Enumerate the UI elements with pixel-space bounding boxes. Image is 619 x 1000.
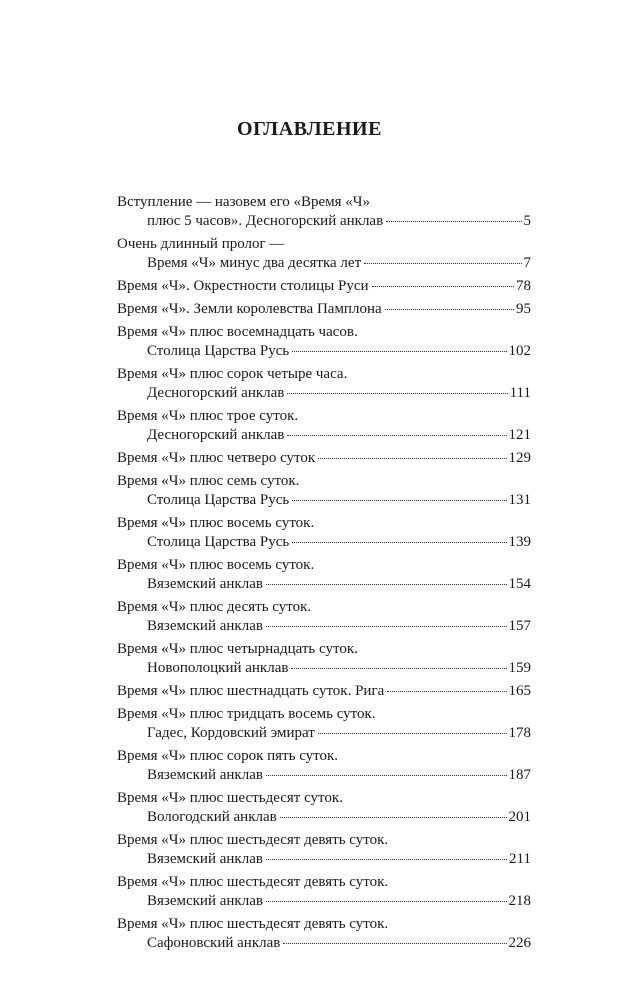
- toc-entry-text: Вяземский анклав: [147, 576, 263, 592]
- toc-entry-text: Столица Царства Русь: [147, 534, 290, 550]
- page-number: 187: [508, 767, 531, 783]
- toc-entry-title-line: [117, 193, 531, 212]
- dot-leader: [280, 817, 507, 818]
- toc-entry-title-line: [117, 323, 531, 342]
- toc-entry-text: Вяземский анклав: [147, 618, 263, 634]
- page-number: 157: [508, 618, 531, 634]
- toc-entry-text: Десногорский анклав: [147, 427, 285, 443]
- toc-entry: [117, 193, 531, 231]
- page-number: 131: [508, 492, 531, 508]
- page-title: ОГЛАВЛЕНИЕ: [237, 118, 382, 140]
- toc-entry-text: Вяземский анклав: [147, 767, 263, 783]
- toc-entry-text: Десногорский анклав: [147, 385, 285, 401]
- page-number: 165: [508, 683, 531, 699]
- toc-entry-title-line: [117, 365, 531, 384]
- toc-entry-continuation-line: [117, 766, 531, 785]
- toc-entry: [117, 789, 531, 827]
- toc-entry-title-line: [117, 873, 531, 892]
- toc-entry: [117, 277, 531, 296]
- toc-entry: [117, 365, 531, 403]
- toc-entry-text: Время «Ч» плюс восемь суток.: [117, 557, 315, 573]
- toc-entry-text: Время «Ч». Земли королевства Памплона: [117, 301, 382, 317]
- toc-entry-continuation-line: [117, 254, 531, 273]
- dot-leader: [292, 351, 506, 352]
- page-number: 102: [508, 343, 531, 359]
- dot-leader: [283, 943, 506, 944]
- dot-leader: [266, 626, 507, 627]
- toc-entry-continuation-line: [117, 850, 531, 869]
- toc-entry-text: Время «Ч» плюс десять суток.: [117, 599, 312, 615]
- toc-entry-text: Вологодский анклав: [147, 809, 277, 825]
- toc-entry-title-line: [117, 514, 531, 533]
- toc-entry-title-line: [117, 300, 531, 319]
- toc-entry-title-line: [117, 556, 531, 575]
- toc-entry-text: Время «Ч» плюс сорок пять суток.: [117, 748, 339, 764]
- toc-entry-title-line: [117, 831, 531, 850]
- toc-entry: [117, 472, 531, 510]
- page-number: 154: [508, 576, 531, 592]
- toc-entry-text: Вступление — назовем его «Время «Ч»: [117, 194, 371, 210]
- toc-entry-text: Время «Ч» плюс восемнадцать часов.: [117, 324, 358, 340]
- toc-entry-text: Время «Ч». Окрестности столицы Руси: [117, 278, 369, 294]
- toc-entry-continuation-line: [117, 575, 531, 594]
- dot-leader: [387, 691, 506, 692]
- toc-entry: [117, 640, 531, 678]
- toc-entry-continuation-line: [117, 617, 531, 636]
- dot-leader: [291, 668, 506, 669]
- toc-entry-title-line: [117, 789, 531, 808]
- toc-entry-continuation-line: [117, 808, 531, 827]
- dot-leader: [266, 859, 507, 860]
- toc-entry-continuation-line: [117, 212, 531, 231]
- toc-entry-continuation-line: [117, 384, 531, 403]
- toc-entry-text: Столица Царства Русь: [147, 492, 290, 508]
- toc-entry-text: Время «Ч» плюс шестьдесят девять суток.: [117, 874, 389, 890]
- toc-entry-title-line: [117, 640, 531, 659]
- dot-leader: [364, 263, 521, 264]
- toc-entry-title-line: [117, 598, 531, 617]
- toc-entry: [117, 300, 531, 319]
- toc-entry-text: Время «Ч» плюс шестьдесят девять суток.: [117, 916, 389, 932]
- toc-entry-text: Время «Ч» плюс семь суток.: [117, 473, 300, 489]
- dot-leader: [318, 733, 507, 734]
- toc-entry: [117, 235, 531, 273]
- toc-entry-text: Сафоновский анклав: [147, 935, 281, 951]
- toc-entry: [117, 915, 531, 953]
- toc-entry: [117, 873, 531, 911]
- page-number: 218: [508, 893, 531, 909]
- toc-entry-text: Время «Ч» плюс тридцать восемь суток.: [117, 706, 376, 722]
- toc-entry-text: Время «Ч» плюс сорок четыре часа.: [117, 366, 348, 382]
- toc-entry-title-line: [117, 682, 531, 701]
- page-number: 178: [508, 725, 531, 741]
- toc-entry-text: Время «Ч» плюс шестьдесят девять суток.: [117, 832, 389, 848]
- dot-leader: [292, 542, 506, 543]
- toc-entry-text: Время «Ч» плюс шестьдесят суток.: [117, 790, 343, 806]
- toc-entry-text: Время «Ч» плюс шестнадцать суток. Рига: [117, 683, 385, 699]
- toc-entry-text: Время «Ч» минус два десятка лет: [147, 255, 362, 271]
- toc-entry: [117, 449, 531, 468]
- dot-leader: [266, 901, 507, 902]
- page-number: 129: [508, 450, 531, 466]
- toc-entry-continuation-line: [117, 342, 531, 361]
- page-number: 78: [516, 278, 531, 294]
- page-number: 201: [508, 809, 531, 825]
- page-number: 159: [508, 660, 531, 676]
- toc-entry-continuation-line: [117, 659, 531, 678]
- toc-entry: [117, 407, 531, 445]
- toc-entry-continuation-line: [117, 491, 531, 510]
- toc-entry-text: Вяземский анклав: [147, 851, 263, 867]
- toc-entry-continuation-line: [117, 724, 531, 743]
- toc-entry-text: Вяземский анклав: [147, 893, 263, 909]
- dot-leader: [266, 775, 507, 776]
- toc-entry: [117, 323, 531, 361]
- toc-entry-title-line: [117, 235, 531, 254]
- table-of-contents: [117, 193, 531, 957]
- toc-entry: [117, 705, 531, 743]
- toc-entry-continuation-line: [117, 533, 531, 552]
- toc-entry-text: Столица Царства Русь: [147, 343, 290, 359]
- dot-leader: [385, 309, 514, 310]
- toc-entry-text: Время «Ч» плюс четырнадцать суток.: [117, 641, 358, 657]
- toc-entry: [117, 514, 531, 552]
- page-number: 7: [523, 255, 531, 271]
- toc-entry-continuation-line: [117, 892, 531, 911]
- toc-entry-title-line: [117, 449, 531, 468]
- toc-entry-title-line: [117, 407, 531, 426]
- dot-leader: [372, 286, 514, 287]
- dot-leader: [318, 458, 506, 459]
- page-number: 139: [508, 534, 531, 550]
- toc-entry-continuation-line: [117, 934, 531, 953]
- toc-entry-text: Очень длинный пролог —: [117, 236, 285, 252]
- toc-entry: [117, 747, 531, 785]
- page-number: 211: [509, 851, 531, 867]
- toc-entry-title-line: [117, 705, 531, 724]
- toc-entry-text: Время «Ч» плюс трое суток.: [117, 408, 299, 424]
- toc-entry: [117, 682, 531, 701]
- dot-leader: [292, 500, 506, 501]
- dot-leader: [266, 584, 507, 585]
- toc-entry: [117, 598, 531, 636]
- toc-entry-title-line: [117, 915, 531, 934]
- toc-entry-continuation-line: [117, 426, 531, 445]
- toc-entry-text: плюс 5 часов». Десногорский анклав: [147, 213, 384, 229]
- page-number: 121: [508, 427, 531, 443]
- toc-entry-title-line: [117, 277, 531, 296]
- dot-leader: [287, 435, 506, 436]
- toc-entry-text: Время «Ч» плюс четверо суток: [117, 450, 316, 466]
- toc-entry: [117, 556, 531, 594]
- toc-entry-title-line: [117, 747, 531, 766]
- toc-entry-title-line: [117, 472, 531, 491]
- dot-leader: [287, 393, 507, 394]
- toc-entry: [117, 831, 531, 869]
- toc-entry-text: Гадес, Кордовский эмират: [147, 725, 315, 741]
- page-number: 111: [509, 385, 531, 401]
- page-number: 95: [516, 301, 531, 317]
- dot-leader: [386, 221, 521, 222]
- toc-entry-text: Время «Ч» плюс восемь суток.: [117, 515, 315, 531]
- toc-entry-text: Новополоцкий анклав: [147, 660, 289, 676]
- page-number: 226: [508, 935, 531, 951]
- page-number: 5: [523, 213, 531, 229]
